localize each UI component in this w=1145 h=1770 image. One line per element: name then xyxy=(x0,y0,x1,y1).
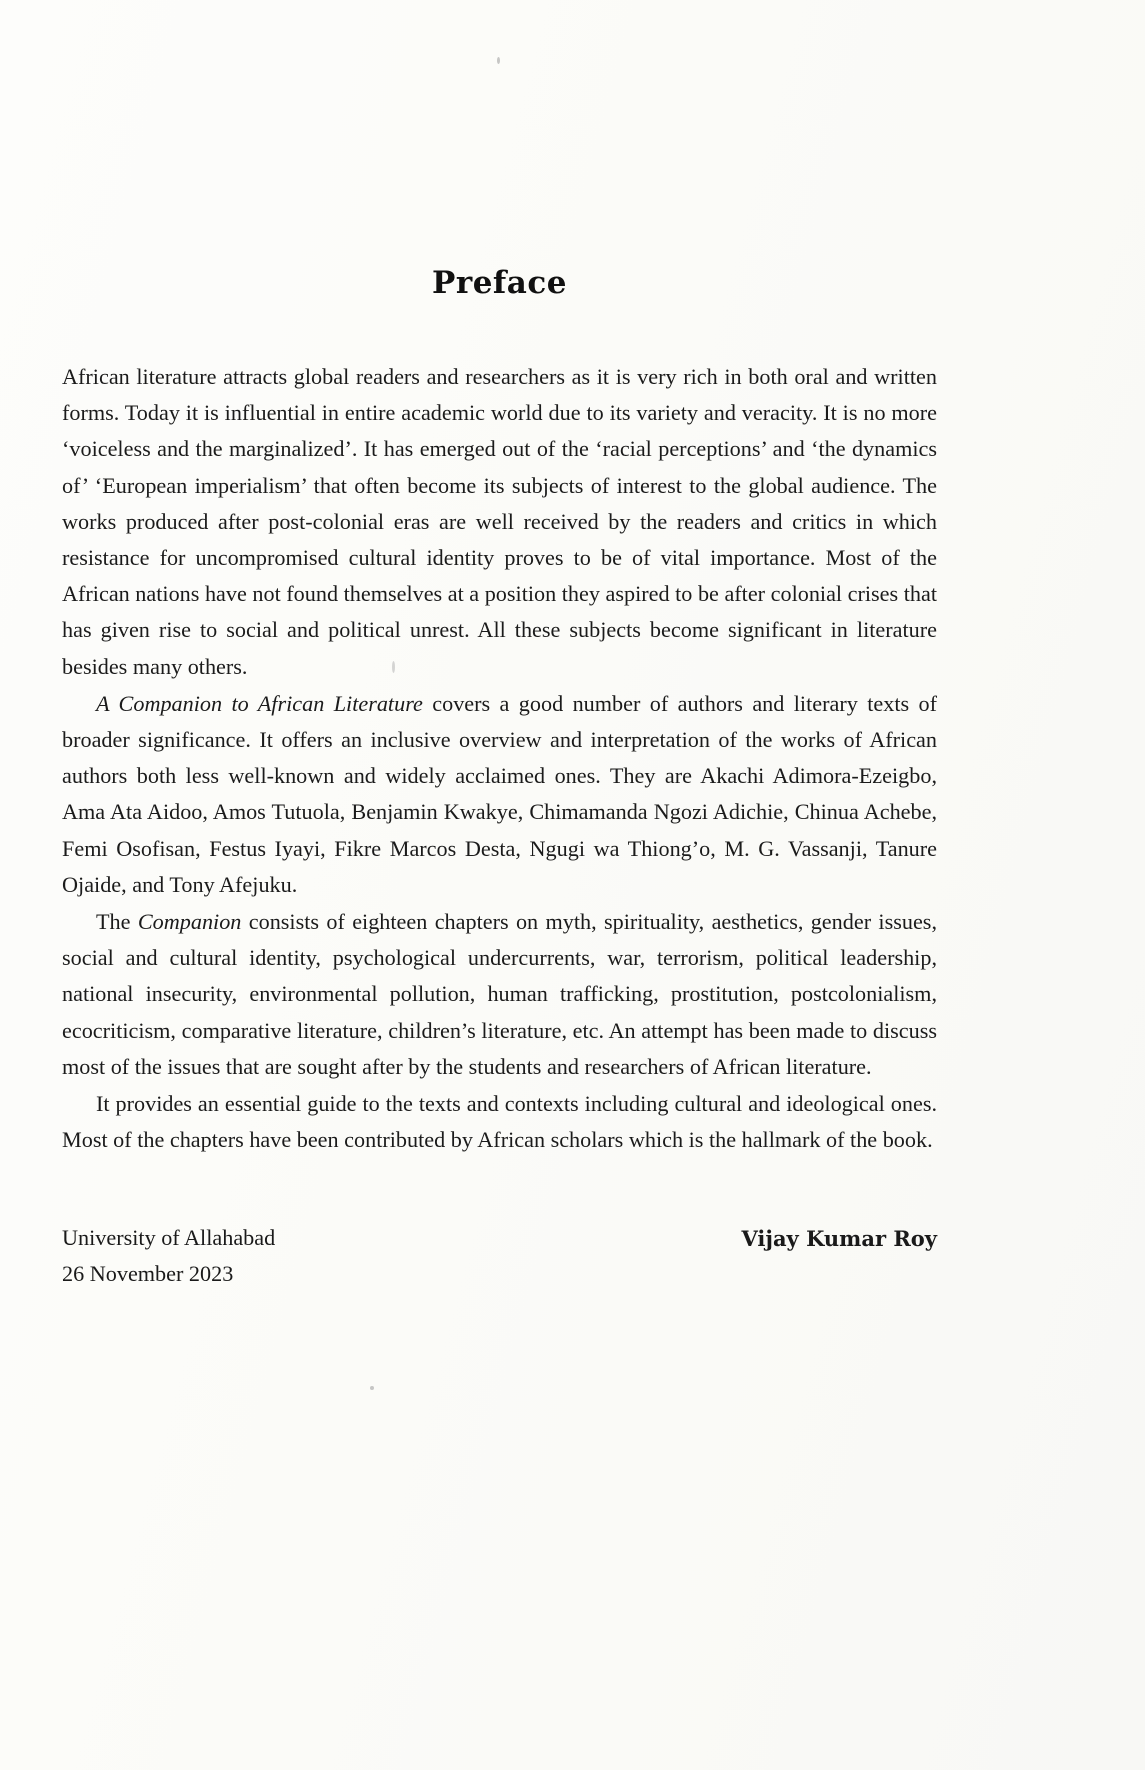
preface-body xyxy=(62,359,937,1158)
signature-left xyxy=(62,1220,275,1292)
book-title-italic: A Companion to African Literature xyxy=(96,690,423,716)
paragraph-4: It provides an essential guide to the texts and contexts including cultural and ideological ones. Most of the chapters have been contributed by African scholars which is the hallmark of the book. xyxy=(62,1091,937,1153)
page-content xyxy=(62,0,937,1770)
paragraph-2-rest: covers a good number of authors and literary texts of broader significance. It offers an inclusive overview and interpretation of the works of African authors both less well-known and widely acclaimed ones. They are Akachi Adimora-Ezeigbo, Ama Ata Aidoo, Amos Tutuola, Benjamin Kwakye, Chimamanda Ngozi Adichie, Chinua Achebe, Femi Osofisan, Festus Iyayi, Fikre Marcos Desta, Ngugi wa Thiong’o, M. G. Vassanji, Tanure Ojaide, and Tony Afejuku. xyxy=(62,690,937,897)
signature-block xyxy=(62,1220,937,1292)
signature-date: 26 November 2023 xyxy=(62,1261,234,1287)
institution: University of Allahabad xyxy=(62,1225,276,1251)
signature-author: Vijay Kumar Roy xyxy=(741,1226,937,1252)
page-title: Preface xyxy=(432,265,567,301)
paragraph-3-rest: consists of eighteen chapters on myth, spirituality, aesthetics, gender issues, social and cultural identity, psychological undercurrents, war, terrorism, political leadership, national insecurity, environmental pollution, human trafficking, prostitution, postcolonialism, ecocriticism, comparative literature, children’s literature, etc. An attempt has been made to discuss most of the issues that are sought after by the students and researchers of African literature. xyxy=(62,909,937,1079)
companion-italic: Companion xyxy=(137,909,242,935)
paragraph-3-lead: The xyxy=(96,909,138,935)
paragraph-3 xyxy=(62,904,937,1085)
paragraph-2 xyxy=(62,686,937,903)
paragraph-1: African literature attracts global readers and researchers as it is very rich in both oral and written forms. Today it is influential in entire academic world due to its variety and veracity. It is no more ‘voiceless and the marginalized’. It has emerged out of the ‘racial perceptions’ and ‘the dynamics of’ ‘European imperialism’ that often become its subjects of interest to the global audience. The works produced after post-colonial eras are well received by the readers and critics in which resistance for uncompromised cultural identity proves to be of vital importance. Most of the African nations have not found themselves at a position they aspired to be after colonial crises that has given rise to social and political unrest. All these subjects become significant in literature besides many others. xyxy=(62,364,937,679)
